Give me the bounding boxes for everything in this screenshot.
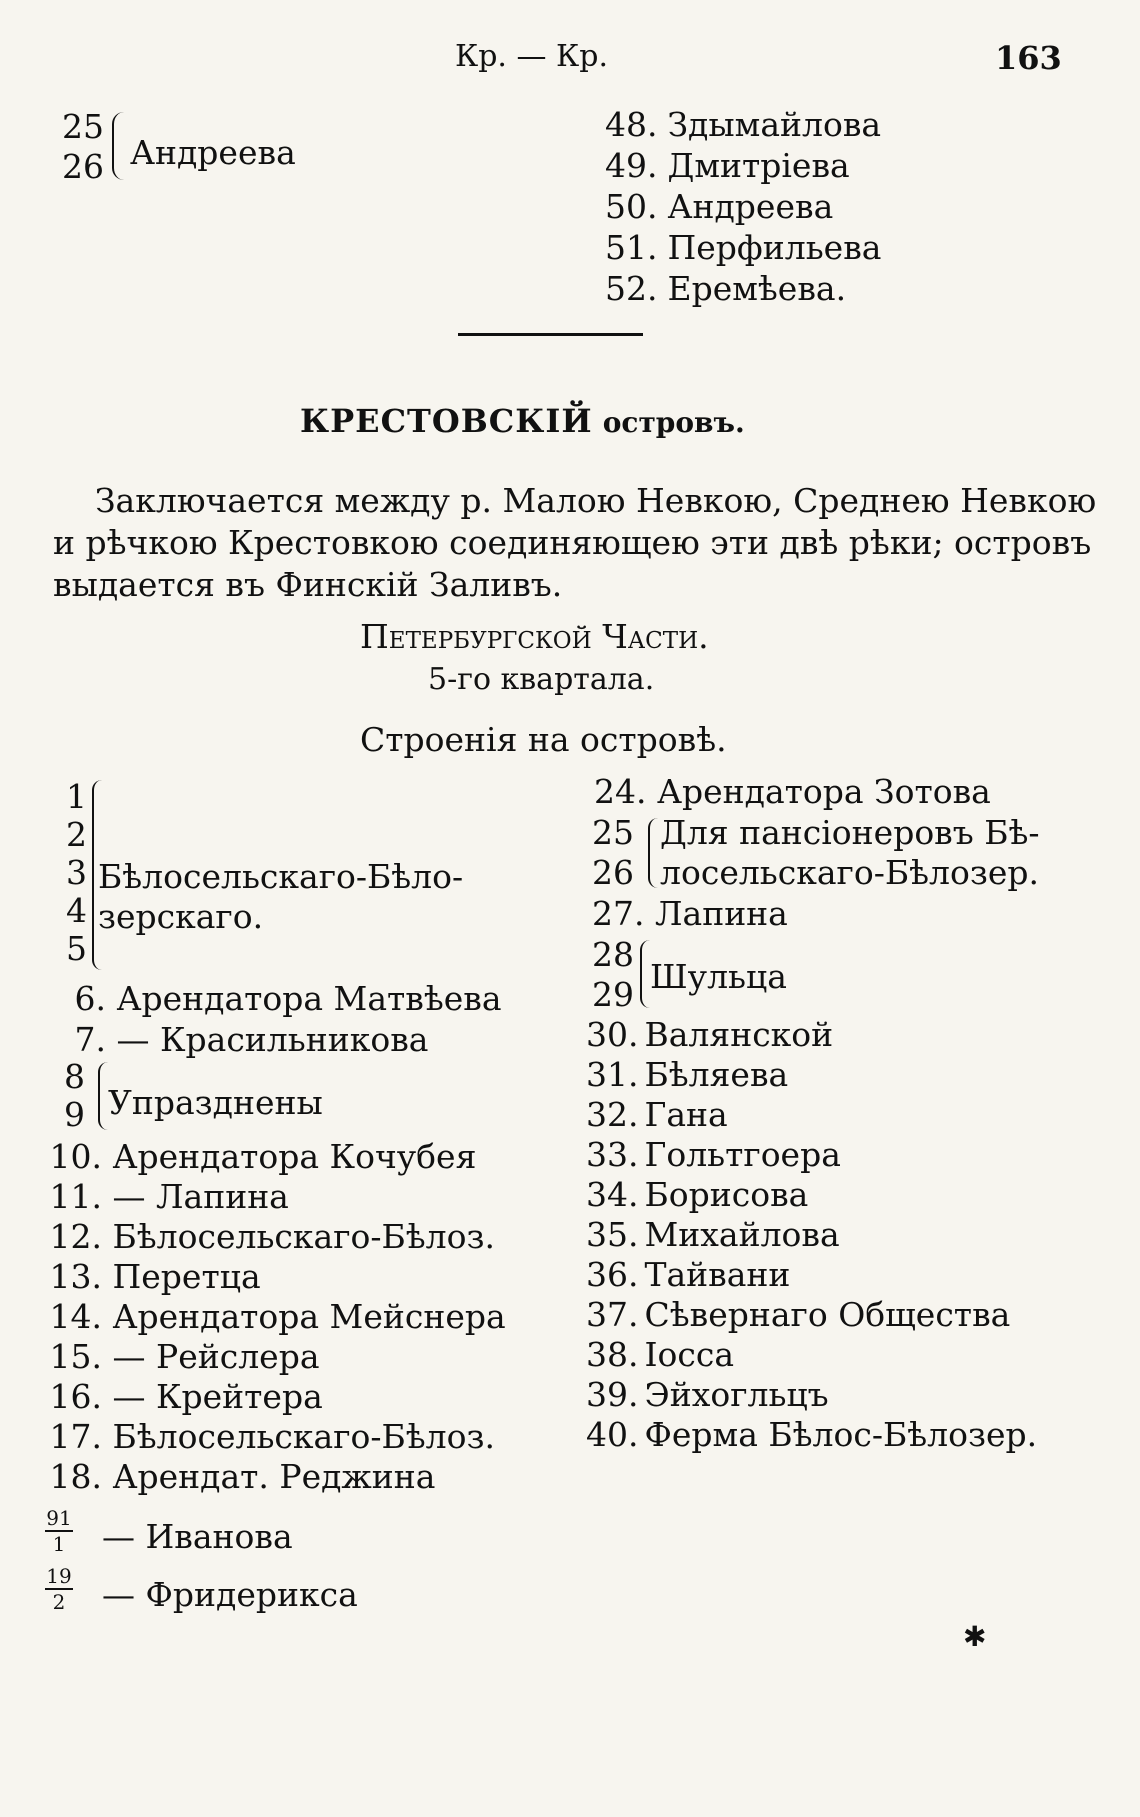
right-item-27-text: Лапина: [654, 894, 788, 933]
left-item-text: Арендатора Кочубея: [112, 1137, 477, 1176]
right-item-num: 30.: [586, 1015, 639, 1054]
page-number: 163: [995, 39, 1062, 77]
right-item-text: Іосса: [644, 1335, 735, 1374]
right-item-num: 36.: [586, 1255, 639, 1294]
footer-ornament: ✱: [963, 1620, 987, 1653]
right-item: [586, 1335, 735, 1374]
right-group2-num-29: 29: [592, 975, 634, 1014]
section-title-main: КРЕСТОВСКІЙ: [300, 402, 593, 440]
right-group2-brace: [640, 940, 650, 1008]
left-item-num: 7.: [74, 1020, 106, 1059]
left-item: [40, 1377, 323, 1416]
right-item-text: Ферма Бѣлос-Бѣлозер.: [644, 1415, 1038, 1454]
left-item: [50, 979, 502, 1018]
fraction-top: 91: [46, 1506, 72, 1530]
top-right-item-text: Еремѣева.: [667, 269, 847, 308]
right-item-text: Тайвани: [644, 1255, 791, 1294]
para-line-1: Заключается между р. Малою Невкою, Среднею Невкою: [95, 481, 1097, 520]
right-group1-line1: Для пансіонеровъ Бѣ-: [660, 813, 1040, 852]
right-item: [586, 1295, 1011, 1334]
right-item-num: 33.: [586, 1135, 639, 1174]
left-item-num: 10.: [49, 1137, 102, 1176]
left-item: [50, 1020, 429, 1059]
right-item-text: Сѣвернаго Общества: [644, 1295, 1011, 1334]
top-right-item-num: 49.: [605, 146, 658, 185]
fraction-item-text: — Иванова: [102, 1517, 293, 1556]
right-item-27: [592, 894, 788, 933]
right-group2-label: Шульца: [650, 957, 787, 996]
right-group2-num-28: 28: [592, 935, 634, 974]
fraction-bottom: 1: [52, 1532, 66, 1556]
top-left-brace: [112, 112, 124, 180]
right-group1-num-25: 25: [592, 813, 634, 852]
top-right-item-text: Здымайлова: [667, 105, 882, 144]
fraction-number: [45, 1508, 73, 1554]
top-right-item-num: 52.: [605, 269, 658, 308]
section-divider: [458, 333, 643, 336]
left-item-text: — Крейтера: [112, 1377, 323, 1416]
top-left-name: Андреева: [130, 133, 296, 172]
left-item: [40, 1137, 477, 1176]
right-item-24-text: Арендатора Зотова: [656, 772, 991, 811]
top-right-item: [605, 228, 882, 267]
left-item-num: 6.: [74, 979, 106, 1018]
right-item-text: Михайлова: [644, 1215, 840, 1254]
left-item: [40, 1297, 506, 1336]
section-title-rest: островъ.: [602, 406, 745, 439]
top-right-item-num: 50.: [605, 187, 658, 226]
right-item-text: Борисова: [644, 1175, 809, 1214]
right-item-num: 34.: [586, 1175, 639, 1214]
left-group2-brace: [98, 1062, 108, 1130]
left-group1-line1: Бѣлосельскаго-Бѣло-: [98, 857, 464, 896]
right-item: [586, 1175, 809, 1214]
right-item-text: Гольтгоера: [644, 1135, 841, 1174]
left-item: [40, 1257, 261, 1296]
left-item-text: Арендатора Мейснера: [112, 1297, 506, 1336]
right-item: [586, 1095, 728, 1134]
right-item-text: Валянской: [644, 1015, 834, 1054]
right-item-text: Эйхогльцъ: [644, 1375, 829, 1414]
right-group1-num-26: 26: [592, 853, 634, 892]
right-item-24: [594, 772, 991, 811]
right-item: [586, 1255, 791, 1294]
left-item: [40, 1177, 289, 1216]
left-group2-num-9: 9: [64, 1095, 85, 1134]
top-right-item: [605, 187, 834, 226]
left-item-text: Перетца: [112, 1257, 261, 1296]
fraction-top: 19: [46, 1564, 72, 1588]
fraction-item-text: — Фридерикса: [102, 1575, 358, 1614]
fraction-number: [45, 1566, 73, 1612]
top-left-num-25: 25: [62, 107, 104, 146]
left-item: [40, 1217, 495, 1256]
top-right-item-text: Дмитріева: [667, 146, 850, 185]
right-item-24-num: 24.: [594, 772, 647, 811]
left-item-text: Арендатора Матвѣева: [116, 979, 502, 1018]
part-name: Петербургской Части.: [360, 617, 709, 656]
right-item: [586, 1215, 840, 1254]
right-item: [586, 1015, 834, 1054]
para-line-3: выдается въ Финскій Заливъ.: [53, 565, 563, 604]
left-group2-label: Упразднены: [108, 1083, 323, 1122]
left-item-text: Бѣлосельскаго-Бѣлоз.: [112, 1417, 495, 1456]
left-item-num: 17.: [49, 1417, 102, 1456]
left-item-text: — Лапина: [112, 1177, 289, 1216]
right-item-text: Бѣляева: [644, 1055, 789, 1094]
left-item-num: 11.: [49, 1177, 102, 1216]
left-item-num: 13.: [49, 1257, 102, 1296]
right-group1-line2: лосельскаго-Бѣлозер.: [660, 853, 1039, 892]
left-item: [40, 1457, 436, 1496]
left-group1-num: 1: [66, 777, 87, 816]
quarter-name: 5-го квартала.: [428, 662, 655, 697]
left-group2-num-8: 8: [64, 1057, 85, 1096]
right-item-num: 40.: [586, 1415, 639, 1454]
left-group1-num: 2: [66, 815, 87, 854]
left-item-num: 15.: [49, 1337, 102, 1376]
right-item-num: 38.: [586, 1335, 639, 1374]
right-item: [586, 1135, 841, 1174]
top-right-item-num: 51.: [605, 228, 658, 267]
right-item-num: 39.: [586, 1375, 639, 1414]
left-item-num: 14.: [49, 1297, 102, 1336]
right-group1-brace: [648, 818, 658, 888]
left-item-text: Арендат. Реджина: [112, 1457, 436, 1496]
left-item-num: 18.: [49, 1457, 102, 1496]
left-group1-num: 5: [66, 929, 87, 968]
para-line-2: и рѣчкою Крестовкою соединяющею эти двѣ рѣки; островъ: [53, 523, 1092, 562]
left-item-text: — Рейслера: [112, 1337, 320, 1376]
right-item: [586, 1055, 789, 1094]
right-item-num: 37.: [586, 1295, 639, 1334]
fraction-bottom: 2: [52, 1590, 66, 1614]
left-item-num: 16.: [49, 1377, 102, 1416]
top-right-item-text: Андреева: [667, 187, 834, 226]
right-item: [586, 1415, 1038, 1454]
top-right-item: [605, 269, 847, 308]
left-item: [40, 1337, 320, 1376]
buildings-heading: Строенія на островѣ.: [360, 720, 727, 759]
left-group1-line2: зерскаго.: [98, 897, 264, 936]
left-item-text: — Красильникова: [116, 1020, 429, 1059]
left-group1-num: 4: [66, 891, 87, 930]
right-item-27-num: 27.: [592, 894, 645, 933]
right-item-num: 32.: [586, 1095, 639, 1134]
left-item-text: Бѣлосельскаго-Бѣлоз.: [112, 1217, 495, 1256]
right-item-text: Гана: [644, 1095, 728, 1134]
top-right-item-text: Перфильева: [667, 228, 882, 267]
right-item: [586, 1375, 829, 1414]
left-group1-num: 3: [66, 853, 87, 892]
top-right-item-num: 48.: [605, 105, 658, 144]
right-item-num: 31.: [586, 1055, 639, 1094]
section-title: [300, 402, 745, 440]
left-item-num: 12.: [49, 1217, 102, 1256]
left-item: [40, 1417, 495, 1456]
right-item-num: 35.: [586, 1215, 639, 1254]
top-right-item: [605, 146, 850, 185]
running-header: Кр. — Кр.: [455, 39, 608, 74]
top-left-num-26: 26: [62, 147, 104, 186]
top-right-item: [605, 105, 882, 144]
